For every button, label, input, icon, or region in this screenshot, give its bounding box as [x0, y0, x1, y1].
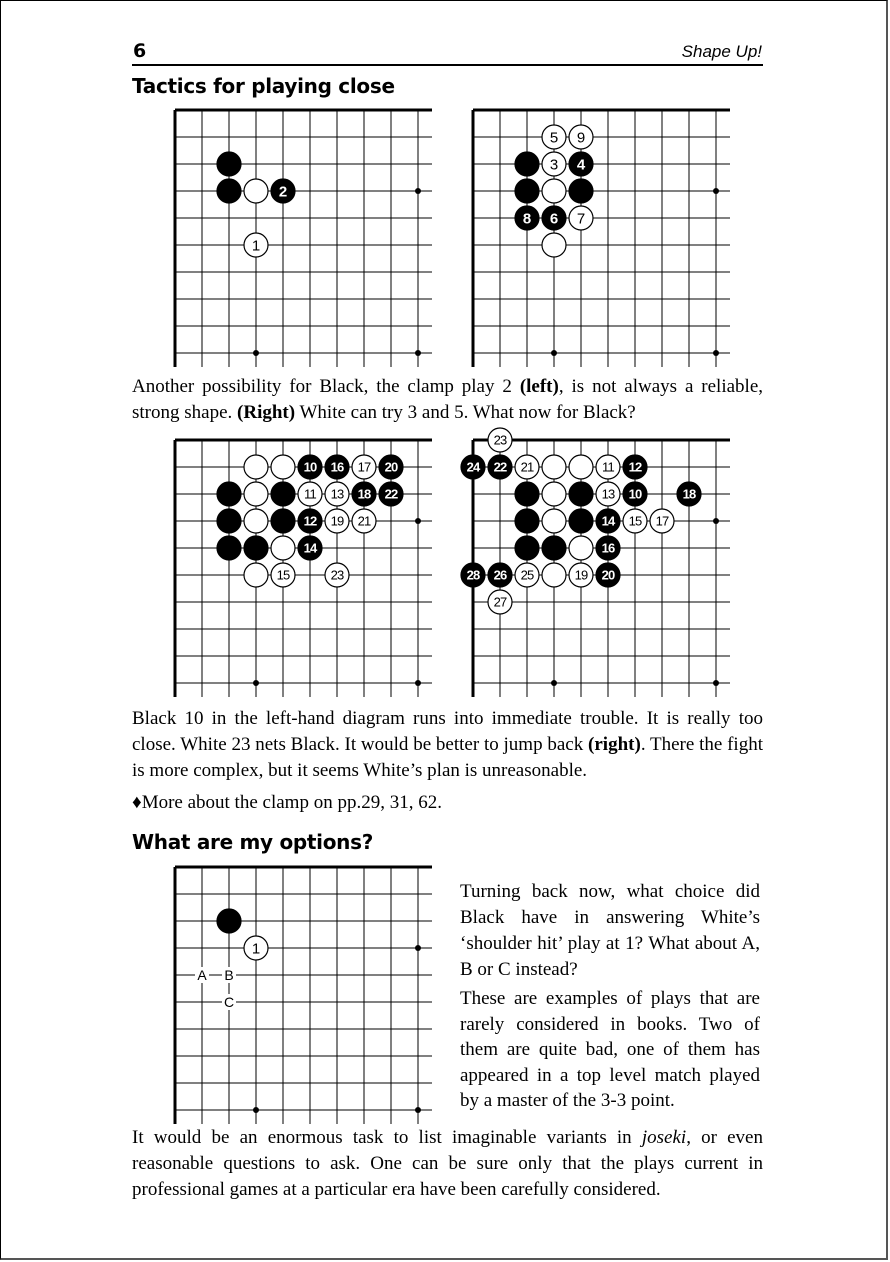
black-stone [515, 482, 539, 506]
black-stone [217, 509, 241, 533]
move-number: 24 [466, 459, 480, 475]
star-point [551, 680, 557, 686]
white-stone [569, 536, 593, 560]
move-number: 5 [549, 129, 559, 147]
move-number: 28 [466, 567, 480, 583]
black-stone [244, 536, 268, 560]
white-stone [244, 563, 268, 587]
move-number: 6 [549, 210, 559, 228]
move-number: 12 [628, 459, 642, 475]
move-number: 16 [601, 540, 615, 556]
move-number: 10 [628, 486, 642, 502]
move-number: 12 [303, 513, 317, 529]
star-point [415, 188, 421, 194]
star-point [713, 518, 719, 524]
white-stone [244, 179, 268, 203]
move-number: 18 [357, 486, 371, 502]
move-number: 13 [601, 486, 615, 502]
black-stone [542, 536, 566, 560]
white-stone [542, 482, 566, 506]
page-number: 6 [133, 40, 147, 62]
book-title: Shape Up! [681, 42, 762, 61]
black-stone [217, 536, 241, 560]
black-stone [271, 509, 295, 533]
move-number: 20 [384, 459, 398, 475]
black-stone [569, 179, 593, 203]
mark-label-c: C [223, 994, 235, 1010]
star-point [415, 518, 421, 524]
black-stone [217, 152, 241, 176]
options-paragraph-3: It would be an enormous task to list imaginable variants in joseki, or even reasonable questions to ask. One can be sure only that the plays current in professional games at a particular era have been carefully considered. [132, 1127, 763, 1200]
white-stone [271, 536, 295, 560]
white-stone [542, 509, 566, 533]
go-diagram-clamp-left [155, 90, 456, 391]
white-stone [542, 563, 566, 587]
star-point [253, 680, 259, 686]
star-point [713, 680, 719, 686]
move-number: 7 [576, 210, 586, 228]
move-number: 14 [303, 540, 317, 556]
move-number: 22 [493, 459, 507, 475]
white-stone [542, 179, 566, 203]
black-stone [569, 482, 593, 506]
black-stone [515, 179, 539, 203]
caption-close: Black 10 in the left-hand diagram runs into immediate trouble. It is really too close. White 23 nets Black. It would be better to jump back (right). There the fight is more complex, but it seems White’s plan is unreasonable. [132, 708, 763, 781]
move-number: 23 [493, 432, 507, 448]
white-stone [569, 455, 593, 479]
go-diagram-clamp-right [453, 90, 754, 391]
move-number: 3 [549, 156, 559, 174]
move-number: 1 [251, 237, 261, 255]
caption-clamp: Another possibility for Black, the clamp play 2 (left), is not always a reliable, strong shape. (Right) White can try 3 and 5. What now for Black? [132, 376, 764, 423]
move-number: 10 [303, 459, 317, 475]
black-stone [515, 536, 539, 560]
star-point [713, 350, 719, 356]
move-number: 15 [628, 513, 642, 529]
move-number: 15 [276, 567, 290, 583]
black-stone [569, 509, 593, 533]
go-diagram-shoulder-hit [155, 847, 456, 1148]
move-number: 16 [330, 459, 344, 475]
move-number: 9 [576, 129, 586, 147]
black-stone [217, 179, 241, 203]
star-point [253, 350, 259, 356]
move-number: 21 [520, 459, 534, 475]
move-number: 4 [576, 156, 586, 174]
star-point [415, 945, 421, 951]
section-heading-options: What are my options? [132, 830, 374, 854]
star-point [415, 1107, 421, 1113]
move-number: 19 [330, 513, 344, 529]
black-stone [217, 482, 241, 506]
white-stone [542, 233, 566, 257]
star-point [551, 350, 557, 356]
black-stone [515, 509, 539, 533]
options-paragraph-1: Turning back now, what choice did Black have in answering White’s ‘shoulder hit’ play at 1? What about A, B or C instead? [460, 881, 760, 980]
move-number: 23 [330, 567, 344, 583]
move-number: 27 [493, 594, 507, 610]
white-stone [244, 455, 268, 479]
black-stone [515, 152, 539, 176]
move-number: 11 [304, 486, 316, 502]
move-number: 17 [655, 513, 669, 529]
options-paragraph-2: These are examples of plays that are rarely considered in books. Two of them are quite bad, one of them has appeared in a top level match played by a master of the 3-3 point. [460, 988, 760, 1111]
header-rule [132, 64, 763, 66]
move-number: 13 [330, 486, 344, 502]
star-point [253, 1107, 259, 1113]
black-stone [217, 909, 241, 933]
move-number: 17 [357, 459, 371, 475]
go-diagram-jump-right [453, 420, 754, 721]
move-number: 2 [278, 183, 288, 201]
move-number: 26 [493, 567, 507, 583]
move-number: 1 [251, 940, 261, 958]
go-diagram-close-left [155, 420, 456, 721]
white-stone [244, 482, 268, 506]
move-number: 25 [520, 567, 534, 583]
move-number: 8 [522, 210, 532, 228]
section-heading-tactics: Tactics for playing close [132, 74, 395, 98]
mark-label-a: A [197, 967, 207, 983]
note-more-about-clamp: ♦More about the clamp on pp.29, 31, 62. [132, 792, 442, 813]
black-stone [271, 482, 295, 506]
mark-label-b: B [224, 967, 234, 983]
move-number: 21 [357, 513, 371, 529]
move-number: 11 [602, 459, 614, 475]
white-stone [244, 509, 268, 533]
move-number: 18 [682, 486, 696, 502]
star-point [415, 350, 421, 356]
move-number: 20 [601, 567, 615, 583]
move-number: 22 [384, 486, 398, 502]
white-stone [271, 455, 295, 479]
star-point [415, 680, 421, 686]
star-point [713, 188, 719, 194]
white-stone [542, 455, 566, 479]
move-number: 14 [601, 513, 615, 529]
move-number: 19 [574, 567, 588, 583]
